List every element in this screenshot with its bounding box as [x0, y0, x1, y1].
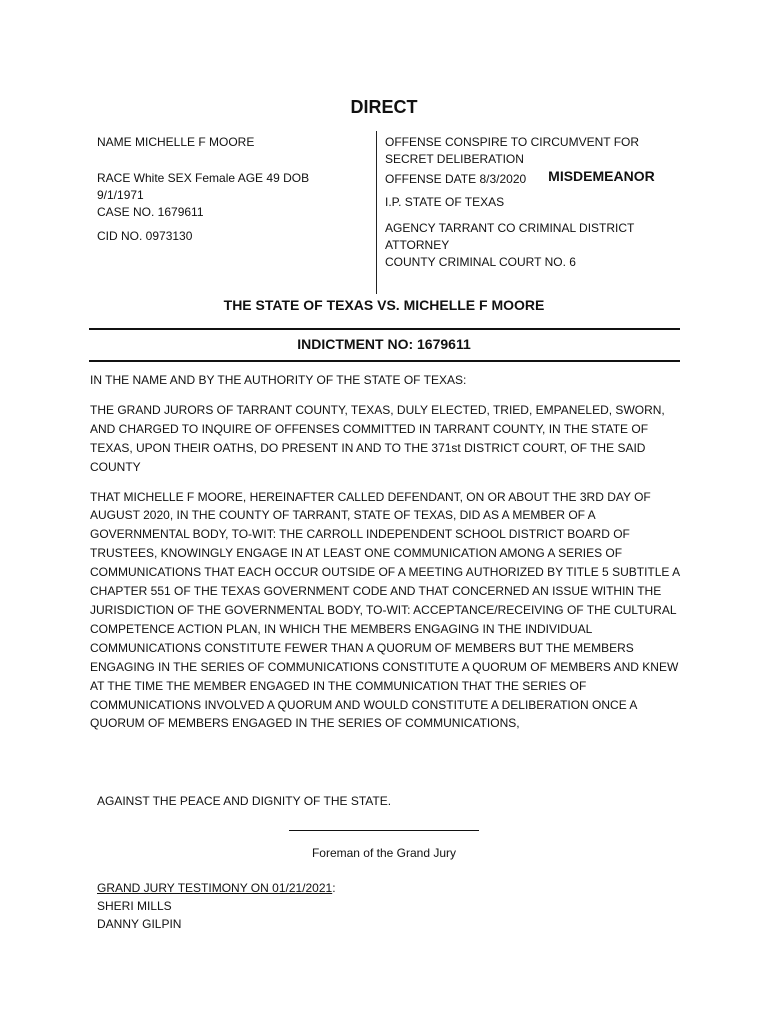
- offense-info: [385, 134, 685, 271]
- witness-item: SHERI MILLS: [97, 899, 172, 913]
- offense-date-line: [385, 170, 685, 188]
- testimony-heading: GRAND JURY TESTIMONY ON 01/21/2021: [97, 881, 333, 895]
- cid-number: CID NO. 0973130: [97, 229, 193, 243]
- case-number: CASE NO. 1679611: [97, 205, 204, 219]
- closing-clause: AGAINST THE PEACE AND DIGNITY OF THE STATE.: [97, 794, 392, 808]
- paragraph-grand-jurors: THE GRAND JURORS OF TARRANT COUNTY, TEXAS, DULY ELECTED, TRIED, EMPANELED, SWORN, AND CHARGED TO INQUIRE OF OFFENSES COMMITTED IN TARRANT COUNTY, IN THE STATE OF TEXAS, UPON THEIR OATHS, DO PRESENT IN AND TO THE 371st DISTRICT COURT, OF THE SAID COUNTY: [90, 402, 665, 474]
- injured-party: I.P. STATE OF TEXAS: [385, 195, 505, 209]
- indictment-number: INDICTMENT NO: 1679611: [297, 336, 471, 352]
- grand-jury-testimony: [97, 879, 336, 933]
- signature-line: [289, 830, 479, 831]
- indictment-body: [90, 371, 680, 733]
- rule-top: [89, 328, 680, 330]
- agency: AGENCY TARRANT CO CRIMINAL DISTRICT ATTORNEY: [385, 221, 635, 252]
- paragraph-allegation: THAT MICHELLE F MOORE, HEREINAFTER CALLED DEFENDANT, ON OR ABOUT THE 3RD DAY OF AUGUST 2020, IN THE COUNTY OF TARRANT, STATE OF TEXAS, DID AS A MEMBER OF A GOVERNMENTAL BODY, TO-WIT: THE CARROLL INDEPENDENT SCHOOL DISTRICT BOARD OF TRUSTEES, KNOWINGLY ENGAGE IN AT LEAST ONE COMMUNICATION AMONG A SERIES OF COMMUNICATIONS THAT EACH OCCUR OUTSIDE OF A MEETING AUTHORIZED BY TITLE 5 SUBTITLE A CHAPTER 551 OF THE TEXAS GOVERNMENT CODE AND THAT CONCERNED AN ISSUE WITHIN THE JURISDICTION OF THE GOVERNMENTAL BODY, TO-WIT: ACCEPTANCE/RECEIVING OF THE CULTURAL COMPETENCE ACTION PLAN, IN WHICH THE MEMBERS ENGAGING IN THE INDIVIDUAL COMMUNICATIONS CONSTITUTE FEWER THAN A QUORUM OF MEMBERS BUT THE MEMBERS ENGAGING IN THE SERIES OF COMMUNICATIONS CONSTITUTE A QUORUM OF MEMBERS AND KNEW AT THE TIME THE MEMBER ENGAGED IN THE COMMUNICATION THAT THE SERIES OF COMMUNICATIONS INVOLVED A QUORUM AND WOULD CONSTITUTE A DELIBERATION ONCE A QUORUM OF MEMBERS ENGAGED IN THE SERIES OF COMMUNICATIONS,: [90, 489, 680, 731]
- defendant-race-line: RACE White SEX Female AGE 49 DOB 9/1/1971: [97, 171, 310, 202]
- defendant-info: [97, 134, 342, 245]
- offense-classification: MISDEMEANOR: [548, 168, 655, 184]
- document-title: DIRECT: [350, 97, 418, 117]
- testimony-heading-line: [97, 879, 336, 897]
- court: COUNTY CRIMINAL COURT NO. 6: [385, 255, 576, 269]
- column-divider: [376, 131, 377, 294]
- rule-bottom: [89, 360, 680, 362]
- witness-item: DANNY GILPIN: [97, 917, 182, 931]
- defendant-name: NAME MICHELLE F MOORE: [97, 135, 255, 149]
- testimony-colon: :: [332, 881, 336, 895]
- signature-label: Foreman of the Grand Jury: [311, 846, 457, 860]
- paragraph-authority: IN THE NAME AND BY THE AUTHORITY OF THE STATE OF TEXAS:: [90, 373, 467, 387]
- offense: OFFENSE CONSPIRE TO CIRCUMVENT FOR SECRET DELIBERATION: [385, 135, 640, 166]
- case-caption: THE STATE OF TEXAS VS. MICHELLE F MOORE: [223, 297, 545, 313]
- offense-date: OFFENSE DATE 8/3/2020: [385, 172, 527, 186]
